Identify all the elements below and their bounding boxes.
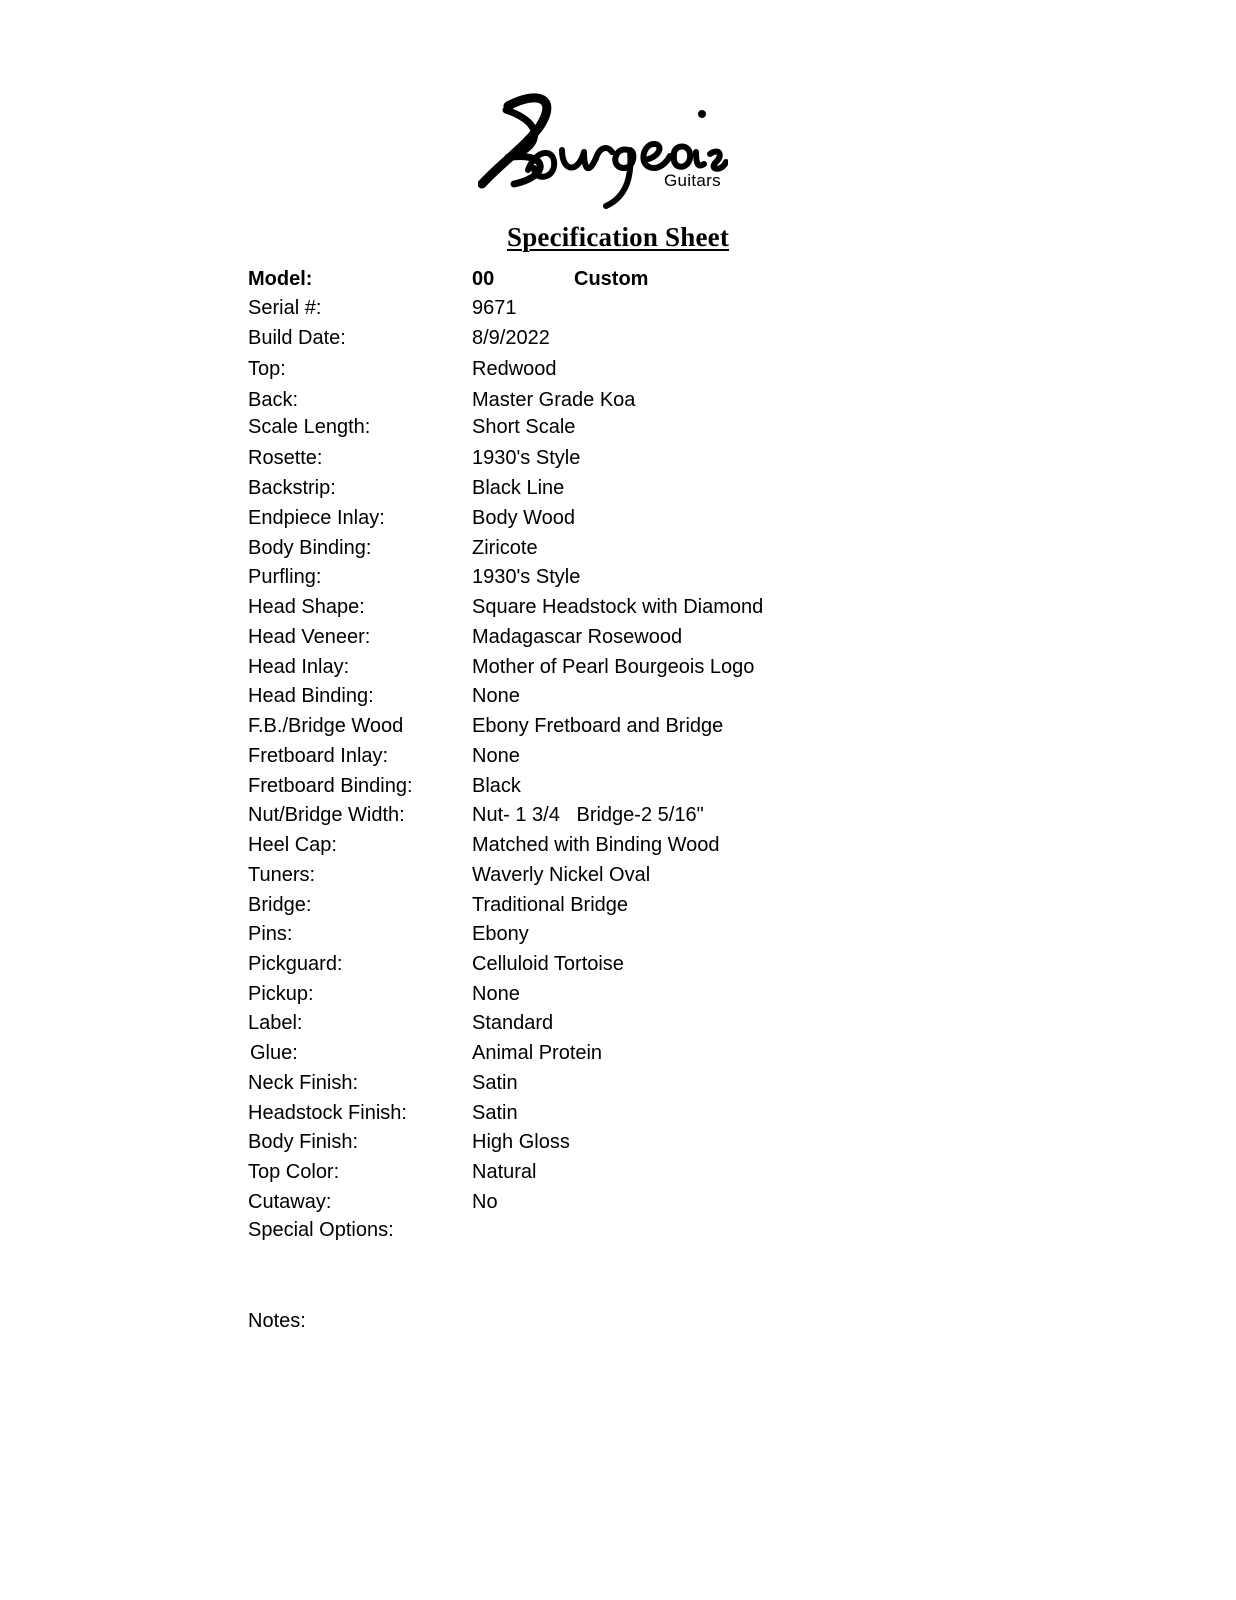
spec-label: Build Date:	[248, 327, 346, 349]
spec-row	[0, 445, 1236, 471]
spec-row	[0, 1040, 1236, 1066]
spec-row	[0, 951, 1236, 977]
page-title: Specification Sheet	[506, 222, 730, 252]
spec-row	[0, 325, 1236, 351]
spec-label: Fretboard Inlay:	[248, 745, 389, 767]
logo-graphic	[478, 88, 728, 213]
spec-value: Matched with Binding Wood	[472, 834, 720, 856]
spec-label: Rosette:	[248, 447, 323, 469]
spec-label: Backstrip:	[248, 477, 336, 499]
spec-label: Body Finish:	[248, 1131, 359, 1153]
spec-value: Natural	[472, 1161, 537, 1183]
spec-row	[0, 802, 1236, 828]
spec-value: Mother of Pearl Bourgeois Logo	[472, 656, 755, 678]
spec-value: Madagascar Rosewood	[472, 626, 683, 648]
spec-row	[0, 892, 1236, 918]
spec-label: Pins:	[248, 923, 293, 945]
spec-row	[0, 295, 1236, 321]
spec-value: Ebony Fretboard and Bridge	[472, 715, 724, 737]
spec-row	[0, 505, 1236, 531]
spec-label: Nut/Bridge Width:	[248, 804, 405, 826]
spec-row	[0, 594, 1236, 620]
spec-value: Waverly Nickel Oval	[472, 864, 651, 886]
spec-label: Head Veneer:	[248, 626, 371, 648]
spec-label: Head Inlay:	[248, 656, 350, 678]
spec-row	[0, 1010, 1236, 1036]
spec-label: Endpiece Inlay:	[248, 507, 385, 529]
spec-row	[0, 475, 1236, 501]
spec-row	[0, 862, 1236, 888]
spec-value: Celluloid Tortoise	[472, 953, 624, 975]
spec-label: Head Shape:	[248, 596, 365, 618]
spec-label: Serial #:	[248, 297, 322, 319]
spec-value: Master Grade Koa	[472, 389, 636, 411]
spec-label: F.B./Bridge Wood	[248, 715, 404, 737]
spec-label: Headstock Finish:	[248, 1102, 407, 1124]
spec-row	[0, 1129, 1236, 1155]
spec-label: Top:	[248, 358, 286, 380]
spec-value: Standard	[472, 1012, 554, 1034]
spec-row	[0, 1100, 1236, 1126]
spec-value-variant: Custom	[574, 268, 649, 290]
spec-row	[0, 743, 1236, 769]
spec-row	[0, 624, 1236, 650]
spec-label: Tuners:	[248, 864, 316, 886]
spec-row	[0, 387, 1236, 413]
notes-label: Notes:	[248, 1310, 306, 1332]
spec-value: Nut- 1 3/4 Bridge-2 5/16"	[472, 804, 704, 826]
spec-value: None	[472, 983, 520, 1005]
spec-value: Short Scale	[472, 416, 576, 438]
spec-value: Black Line	[472, 477, 565, 499]
spec-label: Cutaway:	[248, 1191, 332, 1213]
spec-value: 1930's Style	[472, 566, 581, 588]
spec-row	[0, 535, 1236, 561]
spec-value: Traditional Bridge	[472, 894, 629, 916]
spec-label: Scale Length:	[248, 416, 371, 438]
spec-row	[0, 1217, 1236, 1243]
spec-value: 8/9/2022	[472, 327, 550, 349]
spec-row	[0, 981, 1236, 1007]
spec-label: Glue:	[250, 1042, 298, 1064]
spec-row	[0, 683, 1236, 709]
spec-label: Heel Cap:	[248, 834, 337, 856]
spec-value: Redwood	[472, 358, 557, 380]
spec-label: Pickup:	[248, 983, 314, 1005]
spec-label: Neck Finish:	[248, 1072, 359, 1094]
spec-row-model	[0, 266, 1236, 292]
spec-value: None	[472, 685, 520, 707]
bourgeois-guitars-logo	[478, 88, 728, 213]
spec-label: Bridge:	[248, 894, 312, 916]
spec-label: Fretboard Binding:	[248, 775, 413, 797]
spec-row	[0, 832, 1236, 858]
spec-value: 00	[472, 268, 495, 290]
spec-row	[0, 1159, 1236, 1185]
spec-row	[0, 356, 1236, 382]
spec-value: None	[472, 745, 520, 767]
spec-label: Special Options:	[248, 1219, 394, 1241]
spec-value: Ziricote	[472, 537, 538, 559]
spec-row	[0, 713, 1236, 739]
spec-value: No	[472, 1191, 498, 1213]
spec-value: Square Headstock with Diamond	[472, 596, 764, 618]
spec-label: Label:	[248, 1012, 303, 1034]
spec-value: Satin	[472, 1072, 518, 1094]
spec-value: Satin	[472, 1102, 518, 1124]
spec-label: Purfling:	[248, 566, 322, 588]
spec-value: Animal Protein	[472, 1042, 603, 1064]
spec-value: Ebony	[472, 923, 529, 945]
spec-value: Body Wood	[472, 507, 576, 529]
spec-row	[0, 1070, 1236, 1096]
spec-row	[0, 921, 1236, 947]
spec-value: High Gloss	[472, 1131, 570, 1153]
spec-label: Body Binding:	[248, 537, 372, 559]
spec-label: Back:	[248, 389, 299, 411]
spec-label: Top Color:	[248, 1161, 340, 1183]
spec-row	[0, 414, 1236, 440]
spec-value: 1930's Style	[472, 447, 581, 469]
spec-value: Black	[472, 775, 521, 797]
spec-label: Pickguard:	[248, 953, 343, 975]
spec-label: Model:	[248, 268, 313, 290]
logo-subtext: Guitars	[664, 171, 721, 190]
spec-row	[0, 654, 1236, 680]
spec-label: Head Binding:	[248, 685, 374, 707]
spec-value: 9671	[472, 297, 517, 319]
notes-row	[0, 1308, 1236, 1334]
spec-row	[0, 564, 1236, 590]
spec-row	[0, 1189, 1236, 1215]
spec-row	[0, 773, 1236, 799]
